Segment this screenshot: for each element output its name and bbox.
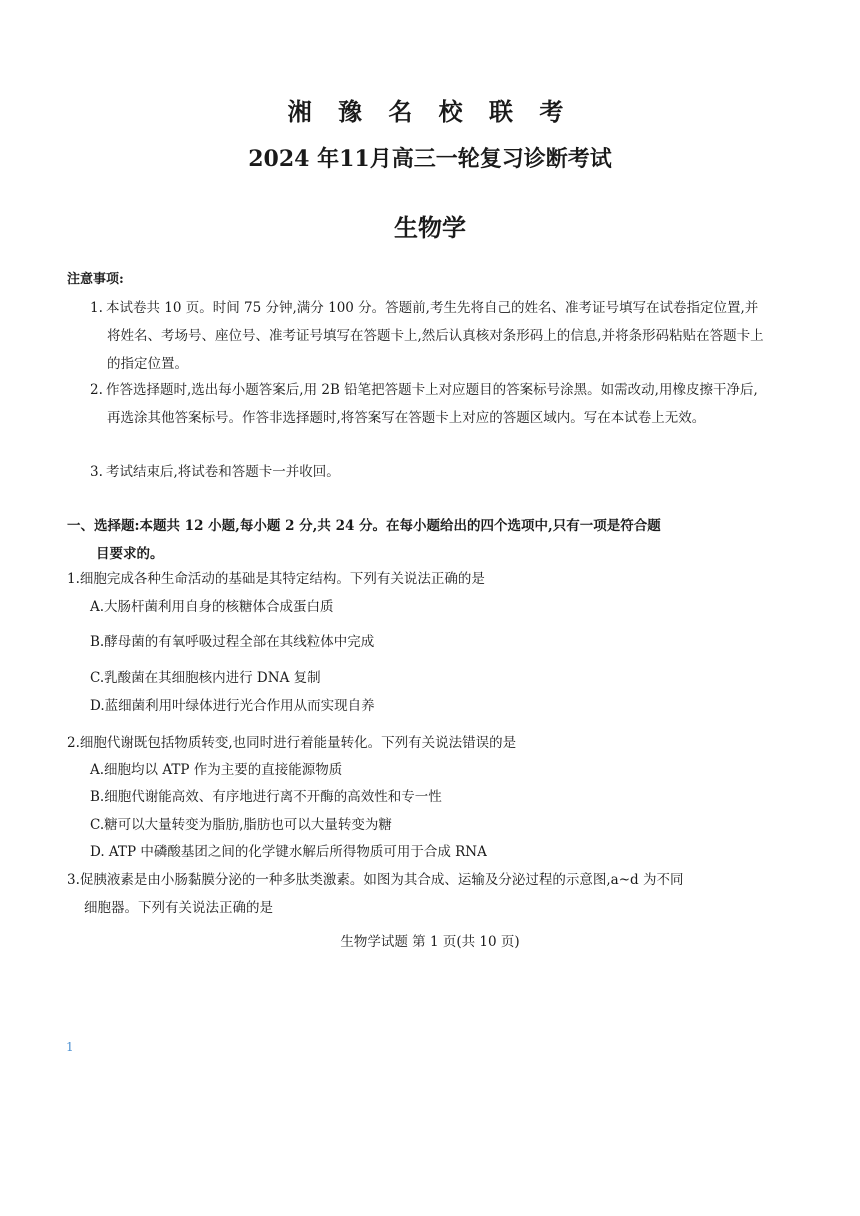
question-3-stem-line-1: 3.促胰液素是由小肠黏膜分泌的一种多肽类激素。如图为其合成、运输及分泌过程的示意图,a~d 为不同 <box>67 872 684 888</box>
section-heading-line-1: 一、选择题:本题共 12 小题,每小题 2 分,共 24 分。在每小题给出的四个选项中,只有一项是符合题 <box>67 518 661 534</box>
question-2-option-a: A.细胞均以 ATP 作为主要的直接能源物质 <box>90 762 343 778</box>
notice-item-3 <box>90 458 770 486</box>
question-1-option-d: D.蓝细菌利用叶绿体进行光合作用从而实现自养 <box>90 698 375 714</box>
notice-item-number: 3. <box>90 464 103 480</box>
exam-title: 湘 豫 名 校 联 考 <box>287 97 573 126</box>
exam-subtitle: 2024 年11月高三一轮复习诊断考试 <box>248 146 612 172</box>
notice-heading: 注意事项: <box>67 272 124 287</box>
notice-item-text: 考试结束后,将试卷和答题卡一并收回。 <box>106 464 340 480</box>
question-1-option-c: C.乳酸菌在其细胞核内进行 DNA 复制 <box>90 670 321 686</box>
notice-item-text: 本试卷共 10 页。时间 75 分钟,满分 100 分。答题前,考生先将自己的姓名、准考证号填写在试卷指定位置,并将姓名、考场号、座位号、准考证号填写在答题卡上,然后认真核对条形码上的信息,并将条形码粘贴在答题卡上的指定位置。 <box>106 300 764 372</box>
notice-item-text: 作答选择题时,选出每小题答案后,用 2B 铅笔把答题卡上对应题目的答案标号涂黑。如需改动,用橡皮擦干净后,再选涂其他答案标号。作答非选择题时,将答案写在答题卡上对应的答题区域内。写在本试卷上无效。 <box>106 382 758 426</box>
question-2-stem: 2.细胞代谢既包括物质转变,也同时进行着能量转化。下列有关说法错误的是 <box>67 735 517 751</box>
notice-item-1 <box>90 294 770 378</box>
question-2-option-c: C.糖可以大量转变为脂肪,脂肪也可以大量转变为糖 <box>90 817 392 833</box>
notice-item-number: 1. <box>90 300 103 316</box>
section-heading <box>67 512 777 568</box>
subject-title: 生物学 <box>394 213 466 242</box>
notice-item-number: 2. <box>90 382 103 398</box>
notice-item-2 <box>90 376 770 432</box>
page-index: 1 <box>66 1040 74 1054</box>
section-heading-line-2: 目要求的。 <box>96 546 164 562</box>
question-1-option-a: A.大肠杆菌利用自身的核糖体合成蛋白质 <box>90 599 334 615</box>
question-3-stem <box>67 866 777 922</box>
page-footer: 生物学试题 第 1 页(共 10 页) <box>340 934 520 950</box>
question-1-stem: 1.细胞完成各种生命活动的基础是其特定结构。下列有关说法正确的是 <box>67 571 485 587</box>
question-2-option-d: D. ATP 中磷酸基团之间的化学键水解后所得物质可用于合成 RNA <box>90 844 487 860</box>
question-2-option-b: B.细胞代谢能高效、有序地进行离不开酶的高效性和专一性 <box>90 789 442 805</box>
question-1-option-b: B.酵母菌的有氧呼吸过程全部在其线粒体中完成 <box>90 634 375 650</box>
question-3-stem-line-2: 细胞器。下列有关说法正确的是 <box>84 900 273 916</box>
